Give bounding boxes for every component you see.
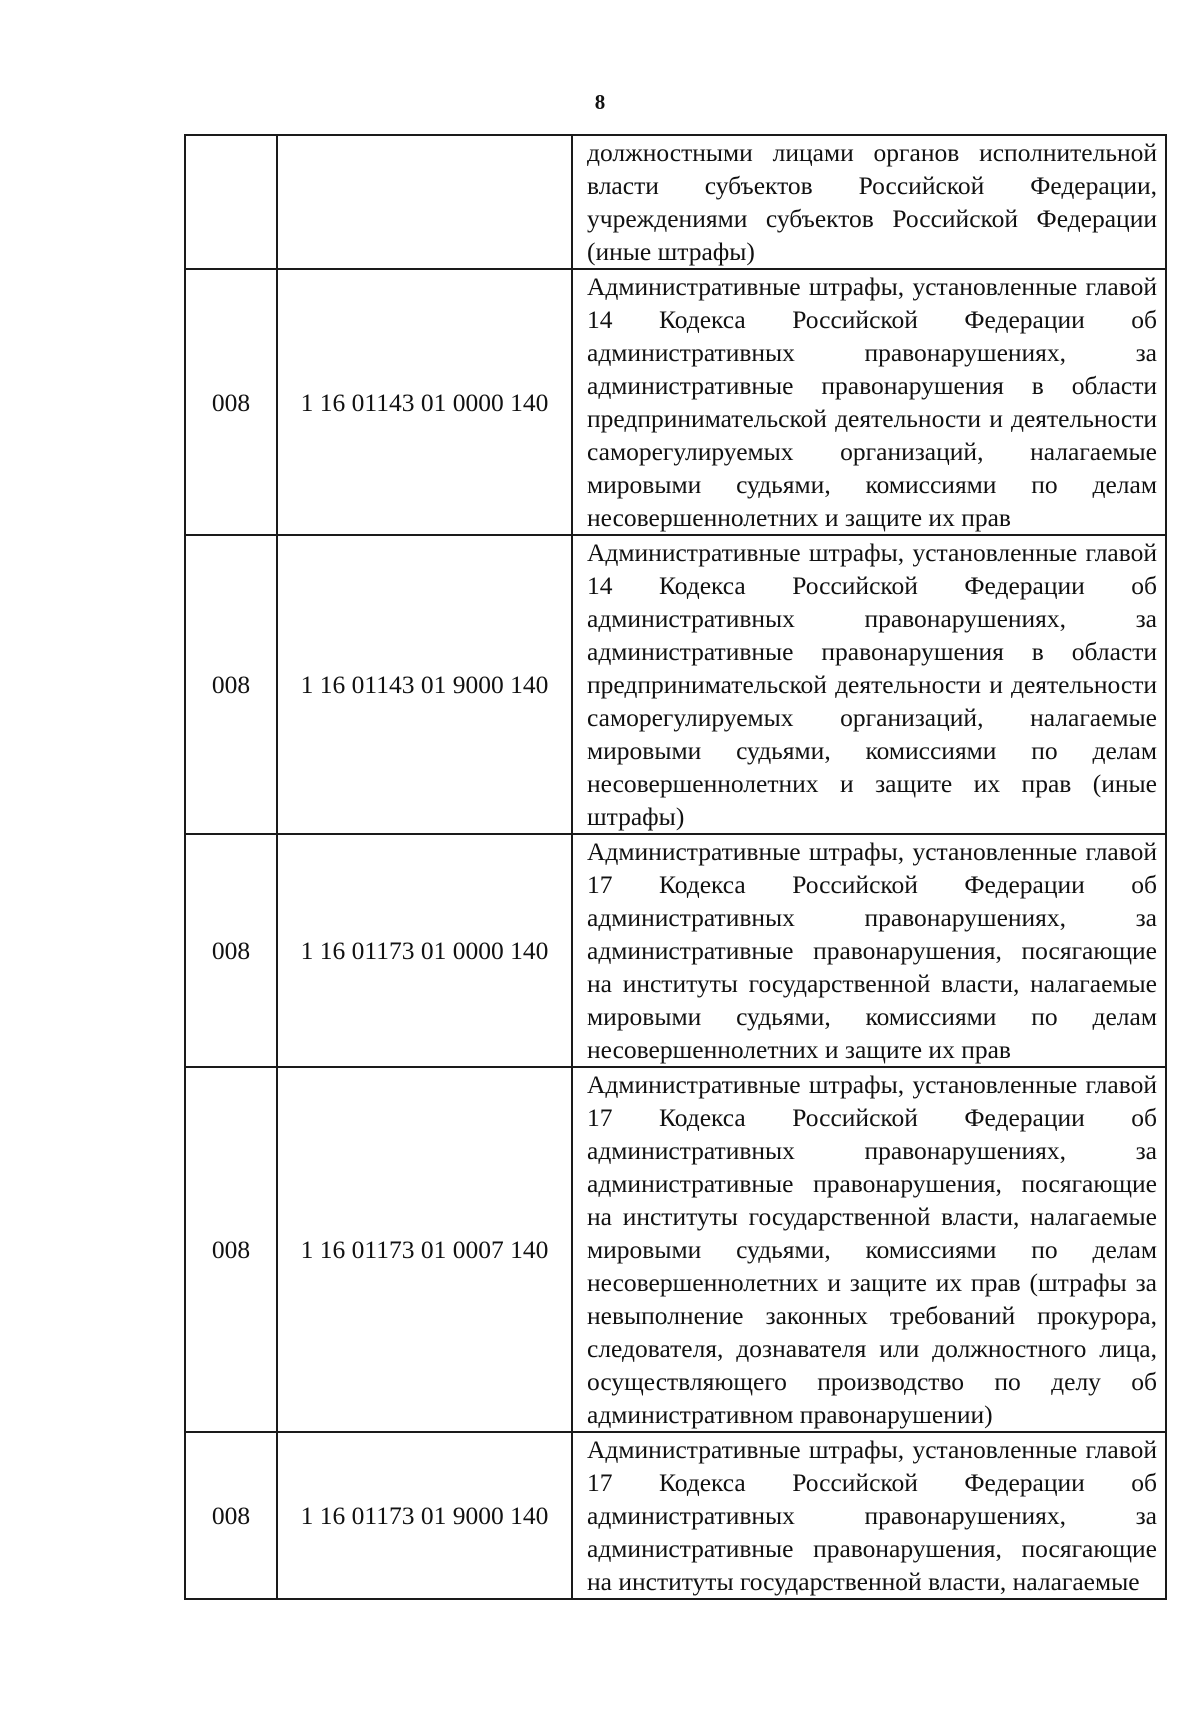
admin-code-cell: 008 xyxy=(185,1067,277,1432)
kbk-code-cell xyxy=(277,135,572,269)
kbk-code-cell: 1 16 01173 01 0000 140 xyxy=(277,834,572,1067)
table-row xyxy=(185,1067,1166,1432)
admin-code-cell: 008 xyxy=(185,834,277,1067)
admin-code-cell xyxy=(185,135,277,269)
table-row xyxy=(185,834,1166,1067)
table-row xyxy=(185,269,1166,535)
page-number: 8 xyxy=(594,90,606,114)
description-cell: Административные штрафы, установленные главой 17 Кодекса Российской Федерации об административных правонарушениях, за административные правонарушения, посягающие на институты государственной власти, налагаемые xyxy=(572,1432,1166,1599)
description-cell: Административные штрафы, установленные главой 14 Кодекса Российской Федерации об административных правонарушениях, за административные правонарушения в области предпринимательской деятельности и деятельности саморегулируемых организаций, налагаемые мировыми судьями, комиссиями по делам несовершеннолетних и защите их прав (иные штрафы) xyxy=(572,535,1166,834)
table-row xyxy=(185,1432,1166,1599)
kbk-code-cell: 1 16 01143 01 0000 140 xyxy=(277,269,572,535)
kbk-code-cell: 1 16 01173 01 0007 140 xyxy=(277,1067,572,1432)
table-row xyxy=(185,535,1166,834)
kbk-code-cell: 1 16 01173 01 9000 140 xyxy=(277,1432,572,1599)
description-cell: Административные штрафы, установленные главой 17 Кодекса Российской Федерации об административных правонарушениях, за административные правонарушения, посягающие на институты государственной власти, налагаемые мировыми судьями, комиссиями по делам несовершеннолетних и защите их прав xyxy=(572,834,1166,1067)
kbk-code-cell: 1 16 01143 01 9000 140 xyxy=(277,535,572,834)
description-cell: Административные штрафы, установленные главой 14 Кодекса Российской Федерации об административных правонарушениях, за административные правонарушения в области предпринимательской деятельности и деятельности саморегулируемых организаций, налагаемые мировыми судьями, комиссиями по делам несовершеннолетних и защите их прав xyxy=(572,269,1166,535)
budget-codes-table xyxy=(184,134,1167,1600)
admin-code-cell: 008 xyxy=(185,1432,277,1599)
table-row xyxy=(185,135,1166,269)
admin-code-cell: 008 xyxy=(185,535,277,834)
description-cell: должностными лицами органов исполнительной власти субъектов Российской Федерации, учреждениями субъектов Российской Федерации (иные штрафы) xyxy=(572,135,1166,269)
admin-code-cell: 008 xyxy=(185,269,277,535)
description-cell: Административные штрафы, установленные главой 17 Кодекса Российской Федерации об административных правонарушениях, за административные правонарушения, посягающие на институты государственной власти, налагаемые мировыми судьями, комиссиями по делам несовершеннолетних и защите их прав (штрафы за невыполнение законных требований прокурора, следователя, дознавателя или должностного лица, осуществляющего производство по делу об административном правонарушении) xyxy=(572,1067,1166,1432)
